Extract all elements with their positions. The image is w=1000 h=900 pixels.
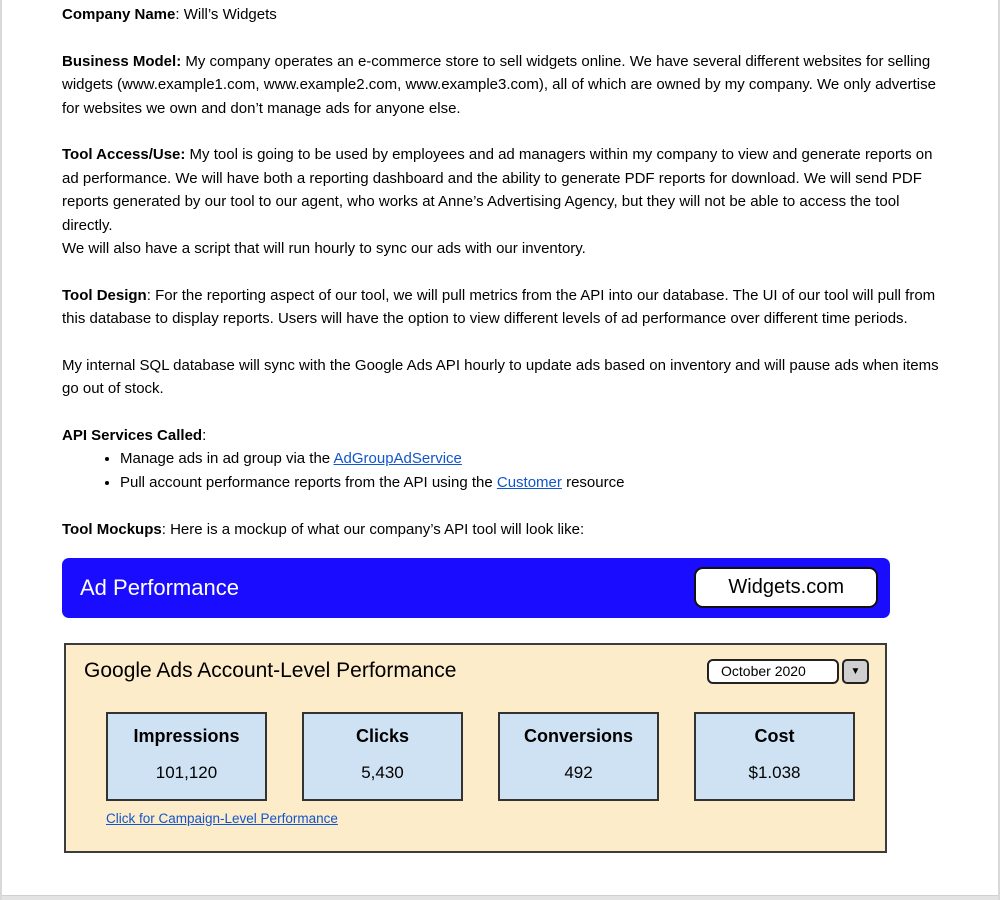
mockup-header-bar [62,558,890,618]
paragraph-tool-mockups [62,518,940,542]
tool-access-text2: We will also have a script that will run hourly to sync our ads with our inventory. [62,240,586,257]
paragraph-sql-note [62,354,940,401]
metric-label: Conversions [523,725,634,746]
list-item [120,447,940,471]
bullet2-post: resource [561,474,625,491]
sql-note-text: My internal SQL database will sync with the Google Ads API hourly to update ads based on inventory and will pause ads when items go out of stock. [62,356,939,397]
api-services-colon: : [202,426,207,444]
tool-design-label: Tool Design [62,286,147,304]
tool-access-text: My tool is going to be used by employees and ad managers within my company to view and generate reports on ad performance. We will have both a reporting dashboard and the ability to generate PDF reports for download. We will send PDF reports generated by our tool to our agent, who works at Anne’s Advertising Agency, but they will not be able to access the tool directly. [62,146,933,234]
panel-top-row [84,659,869,684]
adgroupadservice-link[interactable]: AdGroupAdService [333,450,462,467]
paragraph-company-name [62,3,940,27]
metric-card-cost [694,712,855,801]
business-model-text: My company operates an e-commerce store to sell widgets online. We have several different websites for selling widgets (www.example1.com, www.example2.com, www.example3.com), all of which are owned by my company. We only advertise for websites we own and don’t manage ads for anyone else. [62,52,936,117]
metric-label: Cost [754,725,795,746]
metrics-row [106,712,855,801]
metric-value: $1.038 [748,762,801,782]
customer-link[interactable]: Customer [496,474,562,491]
company-name-label: Company Name [62,6,176,23]
panel-title: Google Ads Account-Level Performance [84,659,457,682]
paragraph-api-services [62,424,940,448]
paragraph-business-model [62,50,940,121]
tool-mockups-label: Tool Mockups [62,521,162,538]
api-services-label: API Services Called [62,426,203,444]
business-model-label: Business Model: [62,52,182,70]
tool-design-text: : For the reporting aspect of our tool, we will pull metrics from the API into our database. The UI of our tool will pull from this database to display reports. Users will have the option to view different levels of ad performance over different time periods. [62,286,936,327]
paragraph-tool-access [62,143,940,261]
tool-mockups-text: : Here is a mockup of what our company’s API tool will look like: [161,521,585,538]
metric-label: Impressions [133,725,240,746]
metric-value: 5,430 [361,762,404,782]
metric-value: 101,120 [155,762,218,782]
widgets-site-button[interactable]: Widgets.com [694,567,878,608]
list-item [120,471,940,495]
company-name-text: : Will’s Widgets [175,6,277,23]
account-performance-panel [64,643,887,853]
campaign-level-link[interactable]: Click for Campaign-Level Performance [106,810,338,826]
chevron-down-icon: ▼ [850,665,861,677]
month-dropdown [707,659,869,684]
month-dropdown-arrow-button[interactable] [842,659,869,684]
tool-access-label: Tool Access/Use: [62,146,186,163]
paragraph-tool-design [62,284,940,331]
metric-label: Clicks [355,725,410,746]
month-dropdown-value[interactable]: October 2020 [707,659,839,684]
metric-card-impressions [106,712,267,801]
bullet1-pre: Manage ads in ad group via the [120,450,334,467]
mockup-title: Ad Performance [80,574,239,600]
metric-card-conversions [498,712,659,801]
api-services-list [62,447,940,495]
metric-card-clicks [302,712,463,801]
page-bottom-edge [2,895,998,900]
metric-value: 492 [564,762,593,782]
bullet2-pre: Pull account performance reports from the API using the [120,474,497,491]
